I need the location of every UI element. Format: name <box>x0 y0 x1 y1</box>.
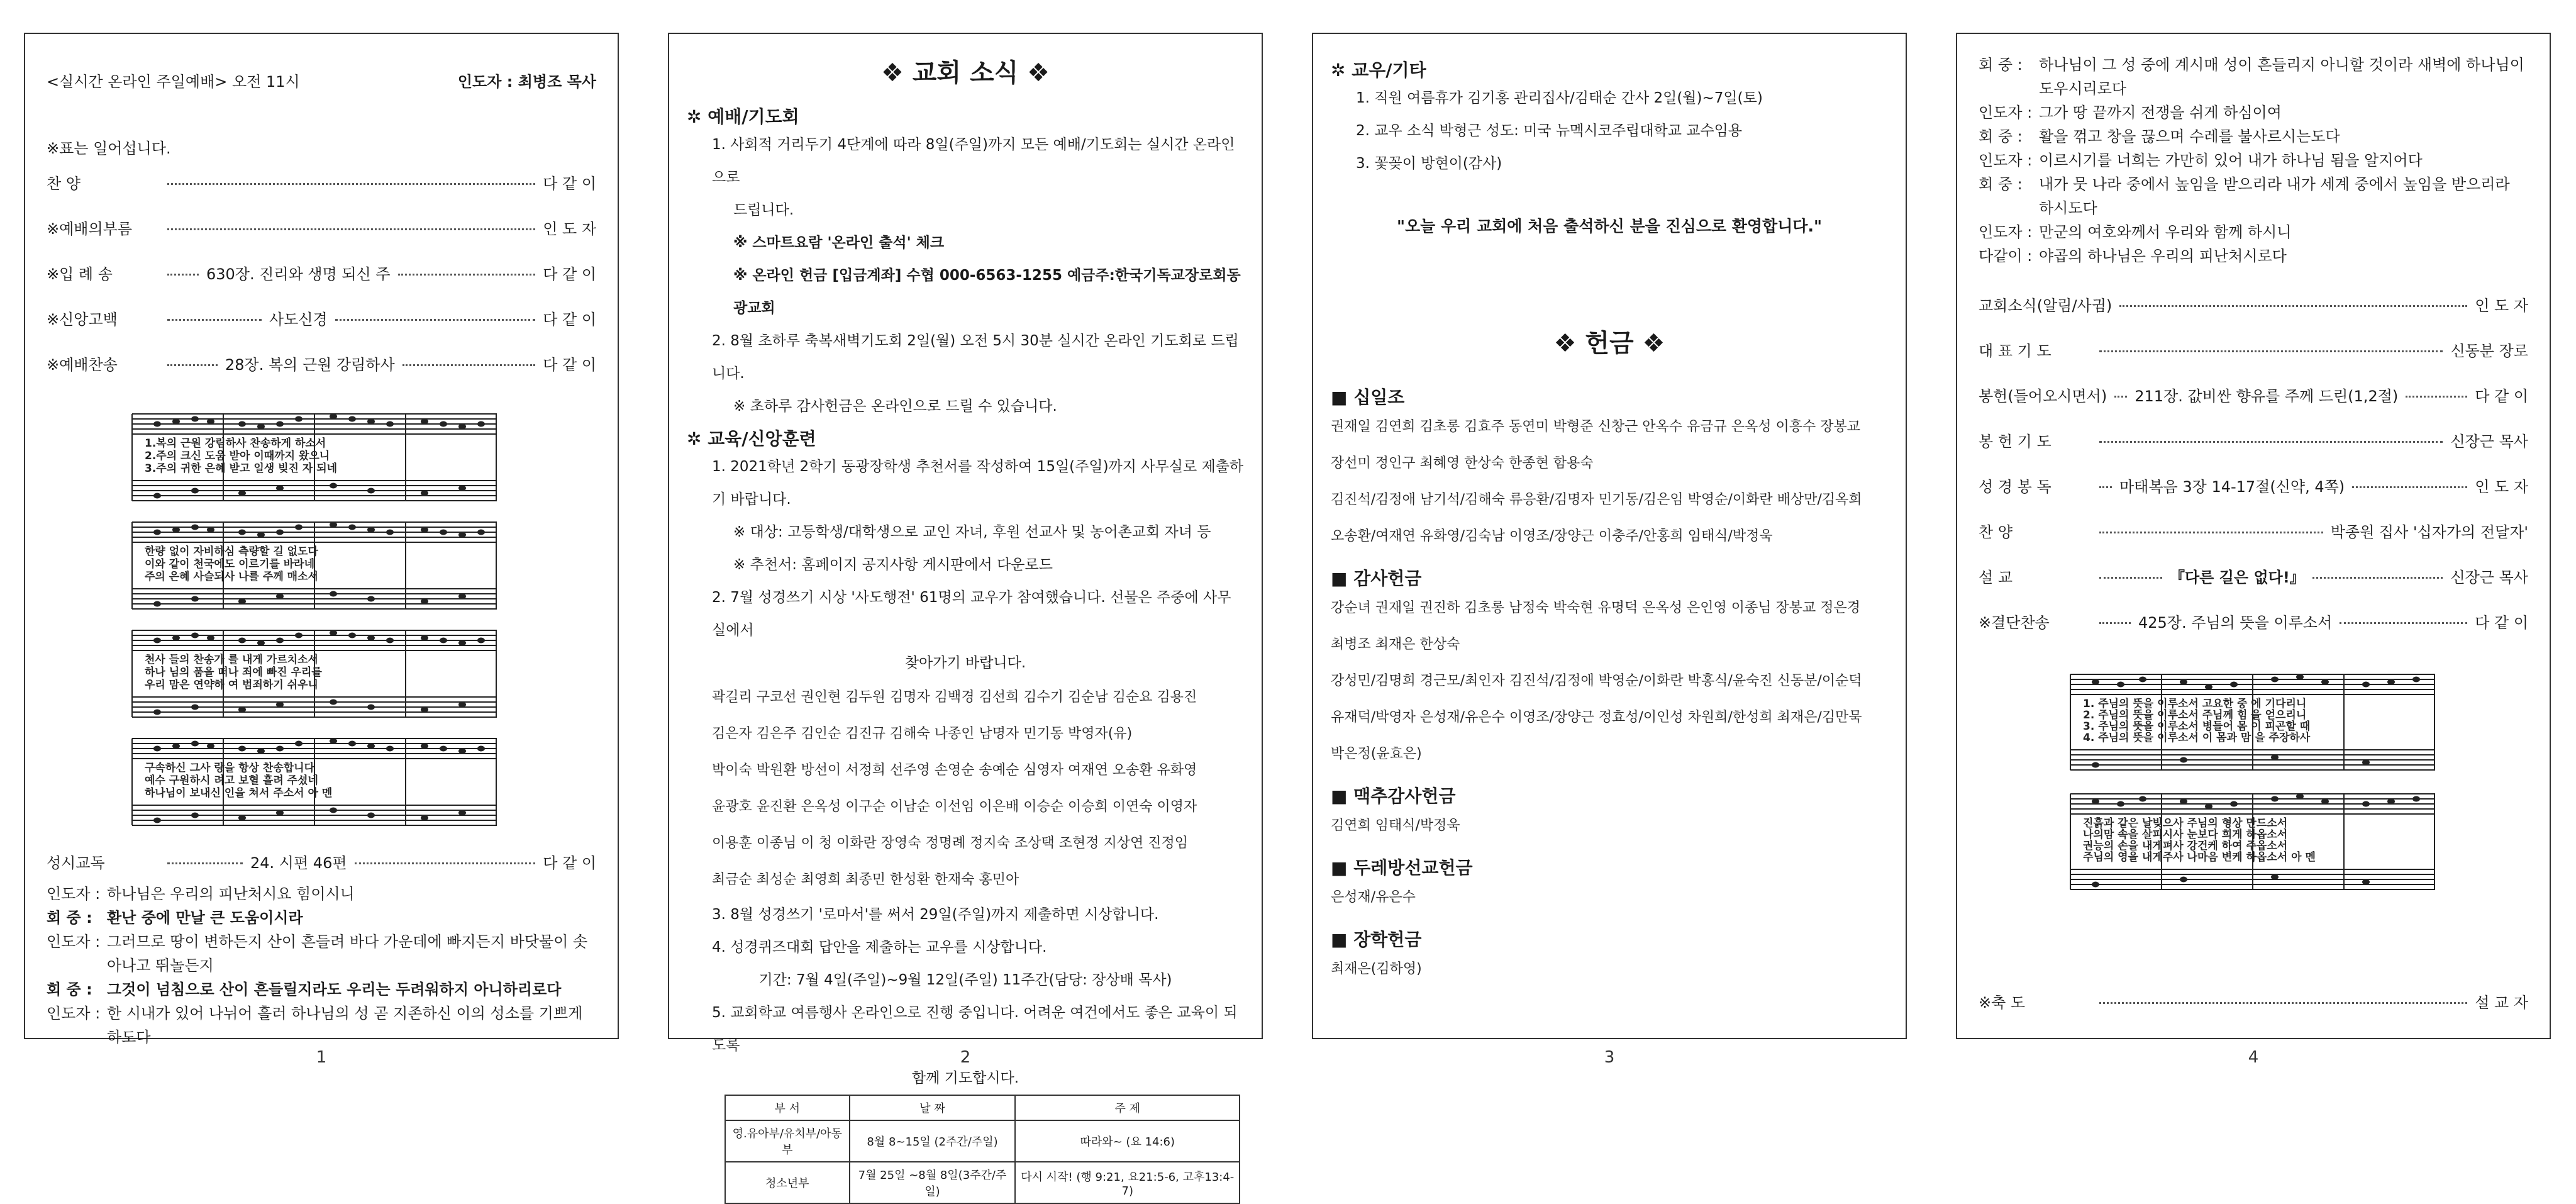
news-item: 1. 직원 여름휴가 김기홍 관리집사/김태순 간사 2일(월)~7일(토) <box>1356 90 1763 106</box>
news-item: 기간: 7월 4일(주일)~9월 12일(주일) 11주간(담당: 장상배 목사) <box>758 972 1172 988</box>
offering-list <box>1331 374 1888 988</box>
news-item: ※ 스마트요람 '온라인 출석' 체크 <box>733 235 945 251</box>
worship-header <box>47 69 596 91</box>
offering-heading: ■ 감사헌금 <box>1331 568 1422 589</box>
offering-heading: ■ 십일조 <box>1331 387 1405 408</box>
hymn-score-425 <box>2070 666 2435 905</box>
section-heading: ✲ 교우/기타 <box>1331 60 1426 81</box>
reading-line: 인도자 : 이르시기를 너희는 가만히 있어 내가 하나님 됨을 알지어다 <box>1979 152 2423 169</box>
order-item: 찬 양 박종원 집사 '십자가의 전달자' <box>1979 523 2528 541</box>
order-item: 봉헌(들어오시면서) 211장. 값비싼 향유를 주께 드린(1,2절) 다 같 이 <box>1979 387 2528 405</box>
news-item: 2. 8월 초하루 축복새벽기도회 2일(월) 오전 5시 30분 실시간 온라인 기도회로 드립니다. <box>712 333 1239 382</box>
reading-line: 회 중 : 그것이 넘침으로 산이 흔들릴지라도 우리는 두려워하지 아니하리로다 <box>47 981 562 998</box>
reading-line: 인도자 : 그가 땅 끝까지 전쟁을 쉬게 하심이여 <box>1979 104 2282 121</box>
lyric-line: 1.복의 근원 강림하사 찬송하게 하소서 <box>145 437 326 450</box>
church-news <box>687 103 1244 1204</box>
news-item: 2. 7월 성경쓰기 시상 '사도행전' 61명의 교우가 참여했습니다. 선물은 주중에 사무실에서 <box>712 589 1231 638</box>
lyric-line: 나의맘 속을 살피시사 눈보다 희게 하옵소서 <box>2083 828 2288 841</box>
offering-names: 김연희 임태식/박정욱 <box>1331 818 1460 833</box>
lyric-line: 한량 없이 자비하심 측량할 길 없도다 <box>145 545 318 558</box>
lyric-line: 이와 같이 천국에도 이르기를 바라네 <box>145 558 315 571</box>
news-item: 3. 8월 성경쓰기 '로마서'를 써서 29일(주일)까지 제출하면 시상합니다. <box>712 906 1159 923</box>
offering-heading: ■ 장학헌금 <box>1331 929 1422 950</box>
lyric-line: 천사 들의 찬송가 를 내게 가르치소서 <box>145 654 318 666</box>
news-item: 4. 성경퀴즈대회 답안을 제출하는 교우를 시상합니다. <box>712 939 1047 956</box>
news-item: 2. 교우 소식 박형근 성도: 미국 뉴멕시코주립대학교 교수임용 <box>1356 123 1743 139</box>
offering-names: 은성재/유은수 <box>1331 889 1416 905</box>
page-1 <box>24 33 619 1046</box>
reading-line: 다같이 : 야곱의 하나님은 우리의 피난처시로다 <box>1979 247 2287 265</box>
reading-line: 인도자 : 그러므로 땅이 변하든지 산이 흔들려 바다 가운데에 빠지든지 바닷물이 솟아나고 뛰놀든지 <box>47 933 588 974</box>
order-item: 찬 양 다 같 이 <box>47 175 596 192</box>
lyric-line: 예수 구원하시 려고 보혈 흘려 주셨네 <box>145 774 318 787</box>
order-item: 성 경 봉 독 마태복음 3장 14-17절(신약, 4쪽) 인 도 자 <box>1979 478 2528 496</box>
lyric-line: 4. 주님의 뜻을 이루소서 이 몸과 맘 을 주장하사 <box>2083 732 2311 744</box>
offering-title: ❖ 헌금 ❖ <box>1553 329 1665 358</box>
order-item: 봉 헌 기 도 신장근 목사 <box>1979 433 2528 450</box>
lyric-line: 2.주의 크신 도움 받아 이때까지 왔으니 <box>145 450 330 462</box>
reading-line: 회 중 : 환난 중에 만날 큰 도움이시라 <box>47 909 303 927</box>
news-item: 함께 기도합시다. <box>911 1070 1019 1086</box>
order-item: ※신앙고백 사도신경 다 같 이 <box>47 311 596 328</box>
welcome-message: "오늘 우리 교회에 처음 출석하신 분을 진심으로 환영합니다." <box>1396 217 1823 235</box>
page-2 <box>668 33 1263 1198</box>
table-header-row: 부 서 날 짜 주 제 <box>725 1095 1240 1120</box>
reading-line: 회 중 : 하나님이 그 성 중에 계시매 성이 흔들리지 아니할 것이라 새벽에 하나님이 도우시리로다 <box>1979 56 2524 98</box>
reading-line: 인도자 : 하나님은 우리의 피난처시요 힘이시니 <box>47 885 355 903</box>
order-item: ※예배찬송 28장. 복의 근원 강림하사 다 같 이 <box>47 356 596 374</box>
lyric-line: 진흙과 같은 날빚으사 주님의 형상 만드소서 <box>2083 817 2288 830</box>
news-item: ※ 초하루 감사헌금은 온라인으로 드릴 수 있습니다. <box>733 398 1057 415</box>
lyric-line: 3.주의 귀한 은혜 받고 일생 빚진 자 되네 <box>145 462 338 475</box>
order-item: 설 교 『다른 길은 없다!』 신장근 목사 <box>1979 569 2528 586</box>
service-title: <실시간 온라인 주일예배> 오전 11시 <box>47 73 300 91</box>
order-item: ※입 례 송 630장. 진리와 생명 되신 주 다 같 이 <box>47 265 596 283</box>
order-of-worship <box>1979 293 2528 655</box>
offering-names: 권재일 김연희 김초롱 김효주 동연미 박형준 신창근 안옥수 유금규 은옥성 이흥수 장봉교 장선미 정인구 최혜영 한상숙 한종현 함용숙 김진석/김정애 남기석/김해숙 류응환/김명자 민기동/김은임 박영순/이화란 배상만/김옥희 오송환/여재연 유화영/김숙남 이영조/장양근 이충주/안홍희 임태식/박정욱 <box>1331 419 1862 544</box>
responsive-reading-title: 성시교독 24. 시편 46편 다 같 이 <box>47 854 596 872</box>
news-item: ※ 대상: 고등학생/대학생으로 교인 자녀, 후원 선교사 및 농어촌교회 자녀 등 <box>733 524 1211 540</box>
page-number: 4 <box>2248 1048 2259 1067</box>
offering-names: 최재은(김하영) <box>1331 961 1422 977</box>
page-4 <box>1956 33 2551 1039</box>
table-row: 청소년부 7월 25일 ~8월 8일(3주간/주일) 다시 시작! (행 9:21, 요21:5-6, 고후13:4-7) <box>725 1162 1240 1203</box>
offering-heading: ■ 두레방선교헌금 <box>1331 857 1473 878</box>
lyric-line: 하나 님의 품을 떠나 죄에 빠진 우리를 <box>145 666 322 679</box>
page-number: 2 <box>960 1048 971 1067</box>
lyric-line: 2. 주님의 뜻을 이루소서 주님께 힘 을 얻으리니 <box>2083 709 2307 722</box>
page-number: 1 <box>316 1048 327 1067</box>
page-number: 3 <box>1604 1048 1615 1067</box>
offering-heading: ■ 맥추감사헌금 <box>1331 786 1456 806</box>
lyric-line: 주님의 영을 내게주사 나마음 변케 하옵소서 아 멘 <box>2083 851 2316 864</box>
order-item: ※예배의부름 인 도 자 <box>47 220 596 238</box>
lyric-line: 우리 맘은 연약하 여 범죄하기 쉬우니 <box>145 679 318 691</box>
news-item: ※ 추천서: 홈페이지 공지사항 게시판에서 다운로드 <box>733 557 1053 573</box>
member-news <box>1331 57 1888 180</box>
news-item: 1. 사회적 거리두기 4단계에 따라 8일(주일)까지 모든 예배/기도회는 실시간 온라인으로 <box>712 137 1235 186</box>
page-title: ❖ 교회 소식 ❖ <box>880 59 1050 87</box>
offering-names: 강순녀 권재일 권진하 김초롱 남정숙 박숙현 유명덕 은옥성 은인영 이종님 장봉교 정은경 최병조 최재은 한상숙 강성민/김명희 경근모/최인자 김진석/김정애 박영순/이화란 박홍식/윤숙진 신동분/이순덕 유재덕/박영자 은성재/유은수 이영조/장양근 정효성/이인성 차원희/한성희 최재은/김만묵 박은정(윤효은) <box>1331 600 1862 762</box>
lyric-line: 구속하신 그사 랑을 항상 찬송합니다 <box>145 762 315 774</box>
responsive-reading <box>47 882 592 1049</box>
news-item: 찾아가기 바랍니다. <box>904 655 1026 671</box>
summer-program-table <box>724 1095 1240 1204</box>
lyric-line: 3. 주님의 뜻을 이루소서 병들어 몸 이 피곤할 때 <box>2083 720 2311 733</box>
news-item: 3. 꽃꽂이 방현이(감사) <box>1356 155 1502 172</box>
reading-line: 회 중 : 내가 뭇 나라 중에서 높임을 받으리라 내가 세계 중에서 높임을 받으리라 하시도다 <box>1979 176 2510 217</box>
section-heading: ✲ 교육/신앙훈련 <box>687 428 816 449</box>
lyric-line: 하나님이 보내신 인을 쳐서 주소서 아 멘 <box>145 787 333 800</box>
responsive-reading <box>1979 53 2524 268</box>
news-item: ※ 온라인 헌금 [입금계좌] 수협 000-6563-1255 예금주:한국기독교장로회동광교회 <box>733 267 1241 316</box>
order-item: ※결단찬송 425장. 주님의 뜻을 이루소서 다 같 이 <box>1979 614 2528 632</box>
lyric-line: 권능의 손을 내게펴사 강건케 하여 주옵소서 <box>2083 840 2288 852</box>
section-heading: ✲ 예배/기도회 <box>687 106 799 127</box>
lyric-line: 주의 은혜 사슬되사 나를 주께 매소서 <box>145 571 318 583</box>
order-item: 교회소식(알림/사귐) 인 도 자 <box>1979 297 2528 315</box>
reading-line: 인도자 : 만군의 여호와께서 우리와 함께 하시니 <box>1979 223 2292 241</box>
leader-name: 인도자 : 최병조 목사 <box>457 73 596 91</box>
table-row: 영.유아부/유치부/아동부 8월 8~15일 (2주간/주일) 따라와~ (요 14:6) <box>725 1120 1240 1162</box>
standing-note: ※표는 일어섭니다. <box>47 140 171 157</box>
page-3 <box>1312 33 1907 1039</box>
hymn-score-28 <box>132 405 497 837</box>
news-item: 드립니다. <box>733 202 794 218</box>
lyric-line: 1. 주님의 뜻을 이루소서 고요한 중 에 기다리니 <box>2083 698 2307 710</box>
participant-names: 곽길리 구코선 권인현 김두원 김명자 김백경 김선희 김수기 김순남 김순요 김용진 김은자 김은주 김인순 김진규 김해숙 나종인 남명자 민기동 박영자(유) 박이숙 박원환 방선이 서정희 선주영 손영순 송예순 심영자 여재연 오송환 유화영 윤광호 윤진환 은옥성 이구순 이남순 이선임 이은배 이승순 이승희 이연숙 이영자 이용훈 이종님 이 청 이화란 장영숙 정명례 정지숙 조상택 조현정 지상연 진정임 최금순 최성순 최영희 최종민 한성환 한재숙 홍민아 <box>712 689 1197 888</box>
reading-line: 인도자 : 한 시내가 있어 나뉘어 흘러 하나님의 성 곧 지존하신 이의 성소를 기쁘게 하도다 <box>47 1005 583 1046</box>
order-item: 대 표 기 도 신동분 장로 <box>1979 342 2528 360</box>
news-item: 1. 2021학년 2학기 동광장학생 추천서를 작성하여 15일(주일)까지 사무실로 제출하기 바랍니다. <box>712 459 1244 508</box>
order-of-worship <box>47 171 596 398</box>
news-item: 5. 교회학교 여름행사 온라인으로 진행 중입니다. 어려운 여건에서도 좋은 교육이 되도록 <box>712 1005 1238 1054</box>
reading-line: 회 중 : 활을 꺾고 창을 끊으며 수레를 불사르시는도다 <box>1979 128 2340 145</box>
benediction: ※축 도 설 교 자 <box>1979 994 2528 1012</box>
